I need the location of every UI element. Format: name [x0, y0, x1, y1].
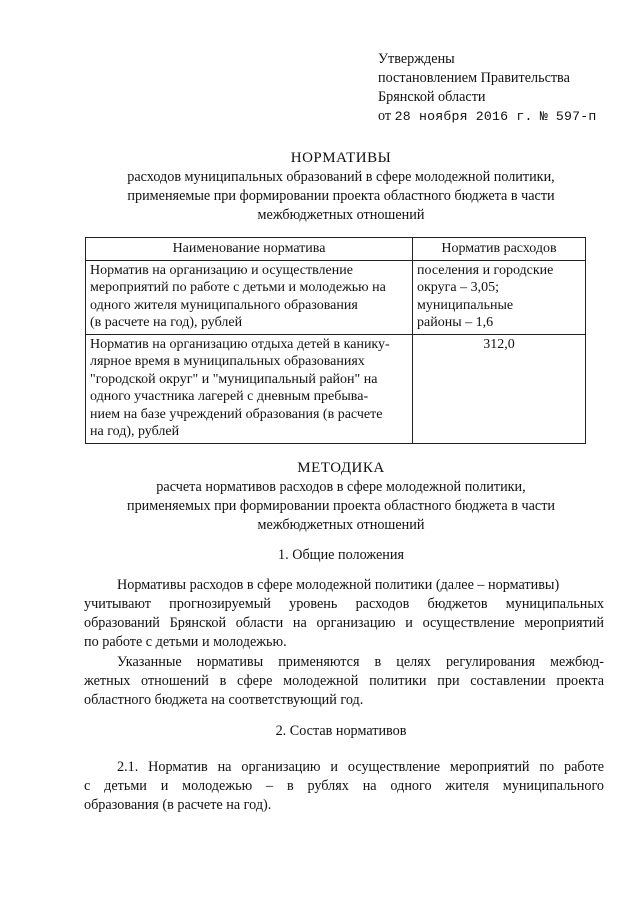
- cell-line: одного участника лагерей с дневным пребыва-: [90, 389, 369, 404]
- approval-line-3: Брянской области: [378, 89, 486, 105]
- paragraph-line: образований Брянской области на организацию и осуществление мероприятий: [84, 615, 604, 631]
- section-1-paragraph-1: [84, 576, 604, 652]
- paragraph-line: образования (в расчете на год).: [84, 797, 272, 813]
- table-row: [86, 260, 586, 334]
- section-2-title: [80, 722, 602, 741]
- norms-heading: НОРМАТИВЫ: [290, 150, 392, 166]
- cell-line: лярное время в муниципальных образованиях: [90, 354, 365, 369]
- norms-subtitle-line-1: расходов муниципальных образований в сфере молодежной политики,: [127, 169, 555, 185]
- norms-subtitle-line-2: применяемые при формировании проекта областного бюджета в части: [127, 188, 555, 204]
- paragraph-line: 2.1. Норматив на организацию и осуществление мероприятий по работе: [117, 759, 604, 775]
- paragraph-line: Нормативы расходов в сфере молодежной политики (далее – нормативы): [117, 577, 560, 593]
- cell-line: районы – 1,6: [417, 315, 494, 330]
- cell-line: Норматив на организацию отдыха детей в канику-: [90, 336, 390, 352]
- section-2-heading: 2. Состав нормативов: [275, 723, 407, 739]
- norms-subtitle-line-3: межбюджетных отношений: [257, 207, 425, 223]
- method-subtitle-line-2: применяемых при формировании проекта областного бюджета в части: [126, 498, 555, 514]
- cell-line: (в расчете на год), рублей: [90, 315, 243, 330]
- table-header-name: Наименование норматива: [86, 238, 413, 261]
- cell-value: 312,0: [483, 336, 515, 352]
- paragraph-line: жетных отношений в сфере молодежной политики при составлении проекта: [84, 673, 604, 689]
- approval-line-1: Утверждены: [378, 51, 455, 67]
- method-subtitle-line-1: расчета нормативов расходов в сфере молодежной политики,: [156, 479, 526, 495]
- paragraph-line: областного бюджета на соответствующий год.: [84, 692, 364, 708]
- cell-line: "городской округ" и "муниципальный район" на: [90, 371, 378, 387]
- cell-line: округа – 3,05;: [417, 280, 499, 295]
- table-cell-value: [413, 334, 586, 443]
- approval-block: [378, 50, 596, 126]
- paragraph-line: с детьми и молодежью – в рублях на одного жителя муниципального: [84, 778, 604, 794]
- cell-line: нием на базе учреждений образования (в расчете: [90, 406, 383, 422]
- paragraph-line: по работе с детьми и молодежью.: [84, 634, 287, 650]
- section-1-title: [80, 546, 602, 565]
- norms-table: [85, 237, 586, 444]
- paragraph-line: учитывают прогнозируемый уровень расходов бюджетов муниципальных: [84, 596, 604, 612]
- table-row: [86, 334, 586, 443]
- norms-title-block: [80, 149, 602, 225]
- cell-line: поселения и городские: [417, 262, 554, 278]
- table-cell-name: [86, 260, 413, 334]
- table-cell-value: [413, 260, 586, 334]
- table-cell-name: [86, 334, 413, 443]
- approval-line-2: постановлением Правительства: [378, 70, 570, 86]
- cell-line: на год), рублей: [90, 424, 180, 439]
- cell-line: одного жителя муниципального образования: [90, 297, 358, 313]
- approval-date-line: [378, 107, 596, 126]
- table-header-row: [86, 238, 586, 261]
- section-2-paragraph-1: [84, 758, 604, 815]
- paragraph-line: Указанные нормативы применяются в целях регулирования межбюд-: [117, 654, 604, 670]
- method-subtitle-line-3: межбюджетных отношений: [257, 517, 425, 533]
- method-heading: МЕТОДИКА: [297, 460, 385, 476]
- table-header-value: Норматив расходов: [413, 238, 586, 261]
- cell-line: Норматив на организацию и осуществление: [90, 262, 353, 278]
- approval-number: № 597-п: [539, 109, 597, 124]
- cell-line: муниципальные: [417, 297, 514, 313]
- section-1-paragraph-2: [84, 653, 604, 710]
- method-title-block: [80, 459, 602, 535]
- section-1-heading: 1. Общие положения: [278, 547, 404, 563]
- approval-date: 28 ноября 2016 г.: [394, 109, 533, 124]
- approval-date-prefix: от: [378, 108, 392, 124]
- cell-line: мероприятий по работе с детьми и молодежью на: [90, 280, 386, 295]
